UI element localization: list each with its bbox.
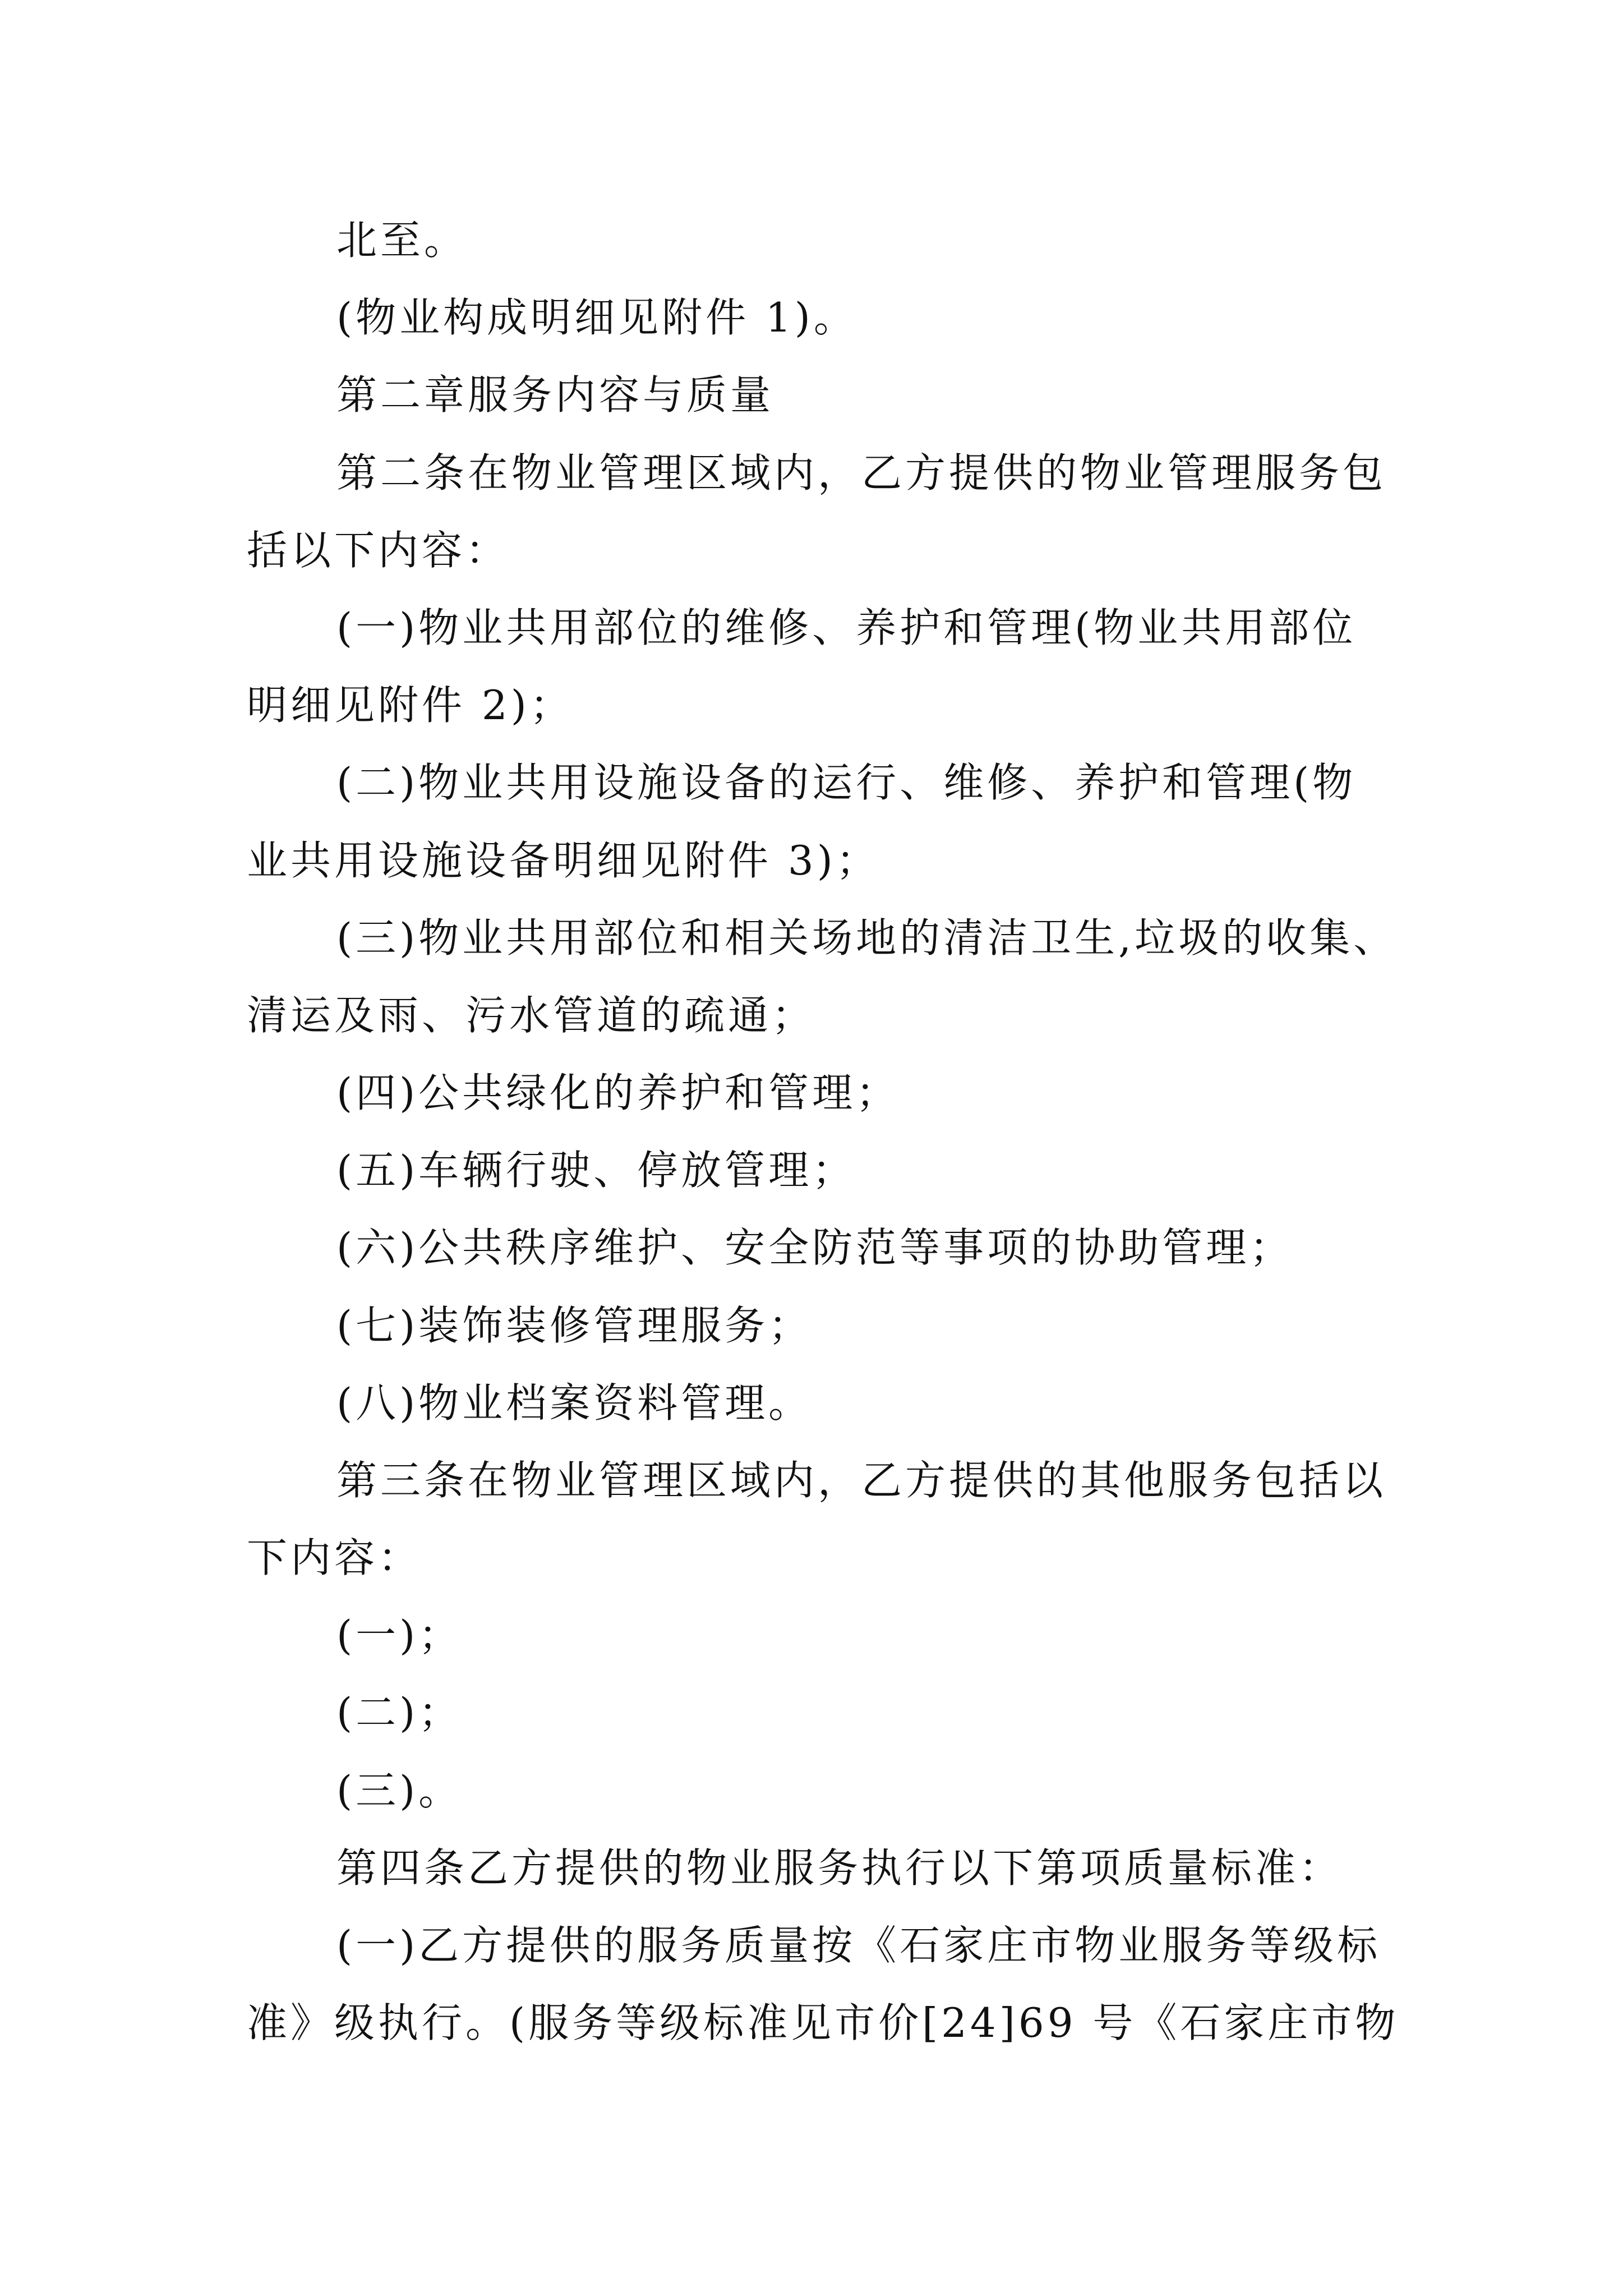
text-line: 第二条在物业管理区域内，乙方提供的物业管理服务包: [336, 449, 1387, 496]
text-line: (物业构成明细见附件 1)。: [336, 294, 857, 341]
text-line: (八)物业档案资料管理。: [336, 1379, 813, 1427]
text-line: (三)物业共用部位和相关场地的清洁卫生,垃圾的收集、: [336, 914, 1398, 961]
text-line: (四)公共绿化的养护和管理；: [336, 1069, 900, 1116]
text-line: (三)。: [336, 1767, 463, 1814]
text-line: 准》级执行。(服务等级标准见市价[24]69 号《石家庄市物: [247, 1999, 1399, 2046]
chapter-heading: 第二章服务内容与质量: [336, 371, 774, 418]
text-line: (二)；: [336, 1689, 463, 1736]
text-line: (一)乙方提供的服务质量按《石家庄市物业服务等级标: [336, 1922, 1381, 1969]
text-line: 北至。: [336, 217, 468, 264]
text-line: 明细见附件 2)；: [247, 682, 574, 729]
text-line: (一)；: [336, 1612, 463, 1659]
text-line: (七)装饰装修管理服务；: [336, 1302, 813, 1349]
text-line: 业共用设施设备明细见附件 3)；: [247, 837, 880, 884]
text-line: 清运及雨、污水管道的疏通；: [247, 992, 816, 1039]
text-line: (五)车辆行驶、停放管理；: [336, 1147, 856, 1194]
text-line: (六)公共秩序维护、安全防范等事项的协助管理；: [336, 1224, 1294, 1271]
text-line: 第四条乙方提供的物业服务执行以下第项质量标准：: [336, 1844, 1343, 1892]
text-line: (二)物业共用设施设备的运行、维修、养护和管理(物: [336, 759, 1357, 806]
text-line: 括以下内容：: [247, 527, 510, 574]
text-line: 第三条在物业管理区域内，乙方提供的其他服务包括以: [336, 1457, 1387, 1504]
text-line: 下内容：: [247, 1534, 422, 1581]
text-line: (一)物业共用部位的维修、养护和管理(物业共用部位: [336, 604, 1357, 651]
